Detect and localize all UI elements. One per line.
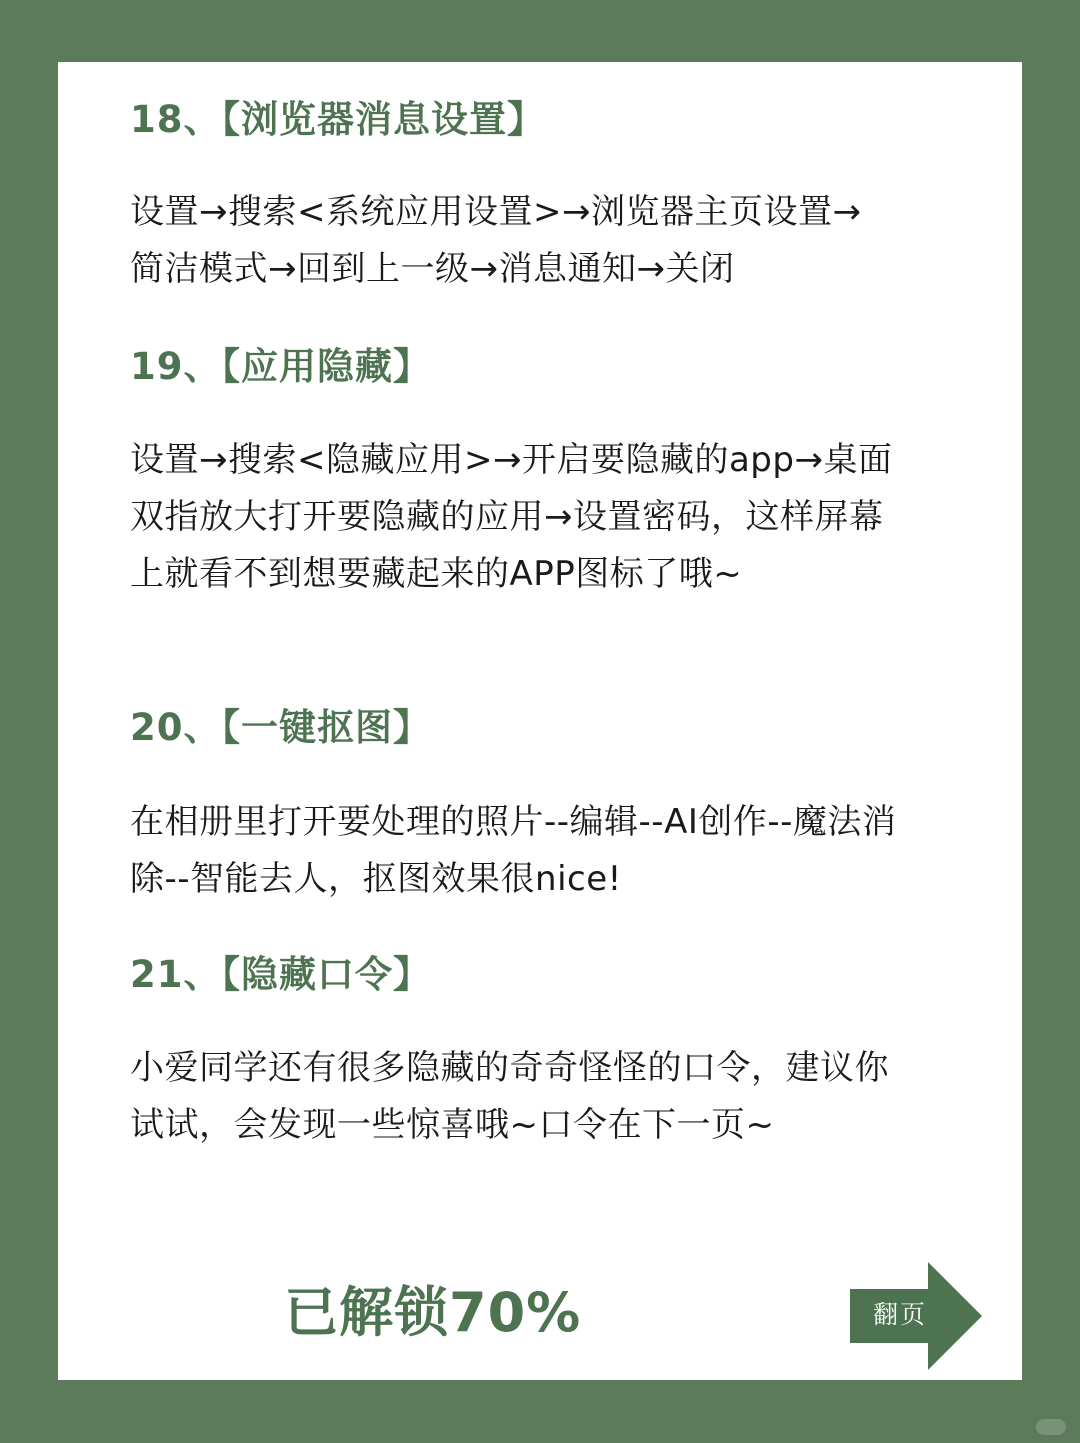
section-body-21 — [130, 1040, 980, 1154]
content-card — [58, 62, 1022, 1380]
body-line: 试试，会发现一些惊喜哦~口令在下一页~ — [130, 1105, 775, 1145]
next-page-button[interactable] — [850, 1262, 982, 1370]
body-line: 双指放大打开要隐藏的应用→设置密码，这样屏幕 — [130, 497, 884, 537]
section-heading-18: 18、【浏览器消息设置】 — [130, 98, 545, 141]
body-line: 上就看不到想要藏起来的APP图标了哦~ — [130, 554, 743, 594]
body-line: 设置→搜索<隐藏应用>→开启要隐藏的app→桌面 — [130, 440, 893, 480]
body-line: 简洁模式→回到上一级→消息通知→关闭 — [130, 249, 735, 289]
section-heading-20: 20、【一键抠图】 — [130, 706, 431, 749]
section-heading-19: 19、【应用隐藏】 — [130, 345, 431, 388]
next-page-label: 翻页 — [872, 1300, 927, 1329]
body-line: 除--智能去人，抠图效果很nice! — [130, 859, 622, 899]
body-line: 在相册里打开要处理的照片--编辑--AI创作--魔法消 — [130, 802, 897, 842]
section-body-19 — [130, 432, 980, 603]
section-body-20 — [130, 794, 980, 908]
body-line: 设置→搜索<系统应用设置>→浏览器主页设置→ — [130, 192, 862, 232]
section-heading-21: 21、【隐藏口令】 — [130, 953, 431, 996]
unlock-progress-text: 已解锁70% — [284, 1281, 582, 1344]
body-line: 小爱同学还有很多隐藏的奇奇怪怪的口令，建议你 — [130, 1048, 889, 1088]
section-body-18 — [130, 184, 980, 298]
watermark-badge — [1036, 1419, 1066, 1435]
